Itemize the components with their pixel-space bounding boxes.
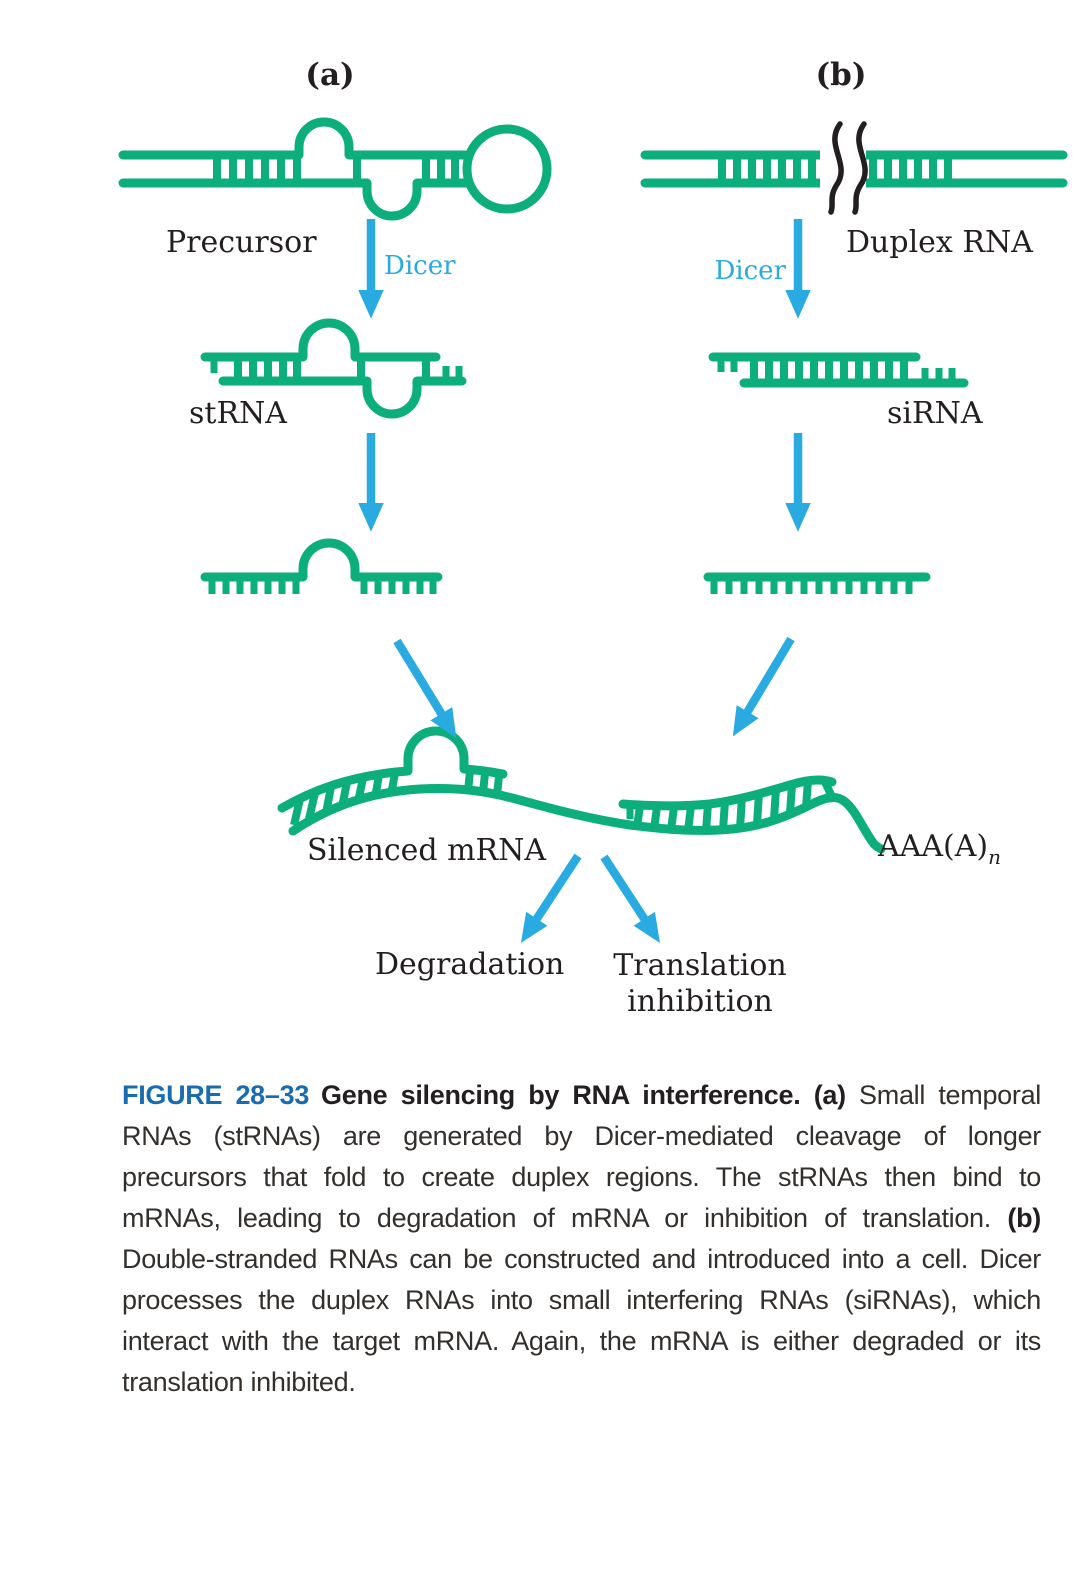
figure-number: FIGURE 28–33 <box>122 1080 310 1110</box>
duplex-rna-label: Duplex RNA <box>846 225 1033 260</box>
precursor-bottom-strand <box>123 183 468 216</box>
translation-inhibition-label <box>604 948 796 1020</box>
precursor-structure <box>123 122 547 216</box>
sirna-to-mrna-arrow <box>745 639 791 716</box>
base-pair-rungs <box>754 359 904 381</box>
caption-a-marker: (a) <box>813 1080 846 1110</box>
base-pair-rungs <box>238 359 426 379</box>
panel-b-label: (b) <box>815 57 867 93</box>
translation-line2: inhibition <box>627 984 773 1019</box>
strna-to-mrna-arrow <box>397 641 444 718</box>
dicer-label-a: Dicer <box>384 251 456 281</box>
polya-main: AAA(A) <box>878 829 989 864</box>
caption-title: Gene silencing by RNA interference. <box>321 1080 814 1110</box>
dicer-label-b: Dicer <box>714 256 786 286</box>
silenced-mrna-complex <box>282 731 881 849</box>
precursor-terminal-loop <box>467 129 547 209</box>
strand <box>205 543 438 577</box>
sirna-single-strand <box>708 577 926 594</box>
silenced-mrna-label: Silenced mRNA <box>307 833 547 868</box>
panel-a-label: (a) <box>305 57 355 93</box>
caption-body-a: Small temporal RNAs (stRNAs) are generated by Dicer-mediated cleavage of longer precursors that fold to create duplex regions. The stRNAs then bind to mRNAs, leading to degradation of mRNA or inhibition of translation. <box>122 1080 1041 1233</box>
polya-tail-label <box>878 829 1001 869</box>
strna-single-strand <box>205 543 438 594</box>
sirna-label: siRNA <box>887 396 983 431</box>
precursor-label: Precursor <box>166 225 317 260</box>
sirna-structure <box>713 357 964 383</box>
translation-line1: Translation <box>613 948 787 983</box>
precursor-top-strand <box>123 122 468 155</box>
degradation-label: Degradation <box>375 947 565 982</box>
caption-body-b: Double-stranded RNAs can be constructed and introduced into a cell. Dicer processes the duplex RNAs into small interfering RNAs (siRNAs), which interact with the target mRNA. Again, the mRNA is either degraded or its translation inhibited. <box>122 1244 1041 1397</box>
polya-subscript: n <box>988 845 1001 869</box>
translation-inhibition-arrow <box>604 857 647 923</box>
strna-label: stRNA <box>189 396 287 431</box>
figure-caption <box>122 1075 1041 1403</box>
base-pair-rungs <box>217 157 455 181</box>
caption-b-marker: (b) <box>1007 1203 1041 1233</box>
strna-top-strand <box>205 323 436 357</box>
